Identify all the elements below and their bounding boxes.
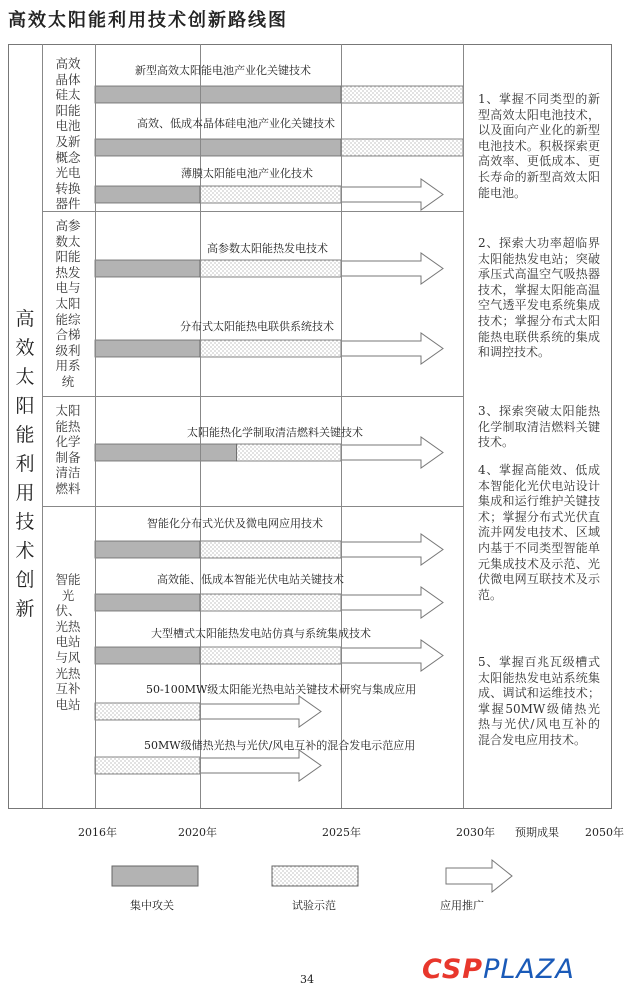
phase-demo-bar — [200, 260, 341, 277]
csp-plaza-logo: CSPPLAZA — [422, 954, 575, 985]
technology-label: 高参数太阳能热发电技术 — [207, 242, 328, 255]
axis-tick-label: 2025年 — [322, 826, 361, 839]
legend-focus-swatch — [112, 866, 198, 886]
phase-focus-bar — [95, 444, 237, 461]
technology-label: 大型槽式太阳能热发电站仿真与系统集成技术 — [151, 627, 371, 640]
phase-application-arrow — [341, 640, 443, 671]
legend-label: 试验示范 — [292, 899, 336, 912]
category-divider — [42, 506, 463, 507]
legend-label: 集中攻关 — [130, 899, 174, 912]
axis-tick-label: 2020年 — [178, 826, 217, 839]
phase-application-arrow — [341, 179, 443, 210]
phase-application-arrow — [341, 333, 443, 364]
category-divider — [42, 211, 463, 212]
expected-result-item: 2、探索大功率超临界太阳能热发电站；突破承压式高温空气吸热器技术，掌握太阳能高温空气透平发电系统集成技术；掌握分布式太阳能热电联供系统的集成和调控技术。 — [478, 236, 600, 360]
technology-label: 薄膜太阳能电池产业化技术 — [181, 167, 313, 180]
phase-application-arrow — [341, 253, 443, 284]
axis-tick-label: 预期成果 — [515, 826, 559, 839]
expected-result-item: 3、探索突破太阳能热化学制取清洁燃料关键技术。 — [478, 404, 600, 450]
page-number: 34 — [300, 973, 314, 986]
main-column-text: 高效太阳能利用技术创新 — [15, 308, 35, 620]
technology-label: 50-100MW级太阳能光热电站关键技术研究与集成应用 — [146, 683, 417, 696]
column-divider — [42, 44, 43, 808]
technology-label: 50MW级储热光热与光伏/风电互补的混合发电示范应用 — [144, 739, 416, 752]
technology-label: 新型高效太阳能电池产业化关键技术 — [135, 64, 311, 77]
column-divider — [95, 44, 96, 808]
phase-demo-bar — [200, 541, 341, 558]
legend-demo-swatch — [272, 866, 358, 886]
phase-application-arrow — [341, 534, 443, 565]
phase-focus-bar — [95, 340, 200, 357]
phase-demo-bar — [341, 86, 463, 103]
phase-demo-bar — [200, 647, 341, 664]
phase-application-arrow — [341, 437, 443, 468]
legend-application-swatch — [446, 860, 512, 892]
technology-label: 高效、低成本晶体硅电池产业化关键技术 — [137, 117, 335, 130]
phase-focus-bar — [95, 186, 200, 203]
phase-demo-bar — [341, 139, 463, 156]
results-divider — [463, 44, 464, 808]
phase-demo-bar — [200, 594, 341, 611]
phase-demo-bar — [95, 757, 200, 774]
phase-focus-bar — [95, 594, 200, 611]
expected-result-item: 4、掌握高能效、低成本智能化光伏电站设计集成和运行维护关键技术；掌握分布式光伏直流并网发电技术、区域内基于不同类型智能单元集成技术及示范、光伏微电网互联技术及示范。 — [478, 463, 600, 602]
technology-label: 智能化分布式光伏及微电网应用技术 — [147, 517, 323, 530]
phase-demo-bar — [237, 444, 341, 461]
technology-label: 高效能、低成本智能光伏电站关键技术 — [157, 573, 344, 586]
phase-focus-bar — [95, 86, 341, 103]
category-label: 太阳能热化学制备清洁燃料 — [55, 403, 81, 496]
phase-application-arrow — [200, 750, 321, 781]
phase-demo-bar — [200, 186, 341, 203]
phase-application-arrow — [341, 587, 443, 618]
expected-result-item: 1、掌握不同类型的新型高效太阳电池技术，以及面向产业化的新型电池技术。积极探索更高效率、更低成本、更长寿命的新型高效太阳能电池。 — [478, 92, 600, 200]
phase-focus-bar — [95, 541, 200, 558]
category-divider — [42, 396, 463, 397]
expected-result-item: 5、掌握百兆瓦级槽式太阳能热发电站系统集成、调试和运维技术；掌握50MW级储热光热与光伏/风电互补的混合发电应用技术。 — [478, 655, 600, 747]
phase-application-arrow — [200, 696, 321, 727]
axis-tick-label: 2016年 — [78, 826, 117, 839]
category-label: 高效晶体硅太阳能电池及新概念光电转换器件 — [55, 56, 81, 212]
phase-focus-bar — [95, 647, 200, 664]
legend-label: 应用推广 — [440, 899, 484, 912]
category-label: 智能光伏、光热电站与风光热互补电站 — [55, 572, 81, 712]
technology-label: 太阳能热化学制取清洁燃料关键技术 — [187, 426, 363, 439]
page-title: 高效太阳能利用技术创新路线图 — [8, 10, 288, 31]
phase-focus-bar — [95, 260, 200, 277]
phase-focus-bar — [95, 139, 341, 156]
phase-demo-bar — [95, 703, 200, 720]
phase-demo-bar — [200, 340, 341, 357]
category-label: 高参数太阳能热发电与太阳能综合梯级利用系统 — [55, 218, 81, 389]
technology-label: 分布式太阳能热电联供系统技术 — [180, 320, 334, 333]
axis-tick-label: 2050年 — [585, 826, 624, 839]
axis-tick-label: 2030年 — [456, 826, 495, 839]
